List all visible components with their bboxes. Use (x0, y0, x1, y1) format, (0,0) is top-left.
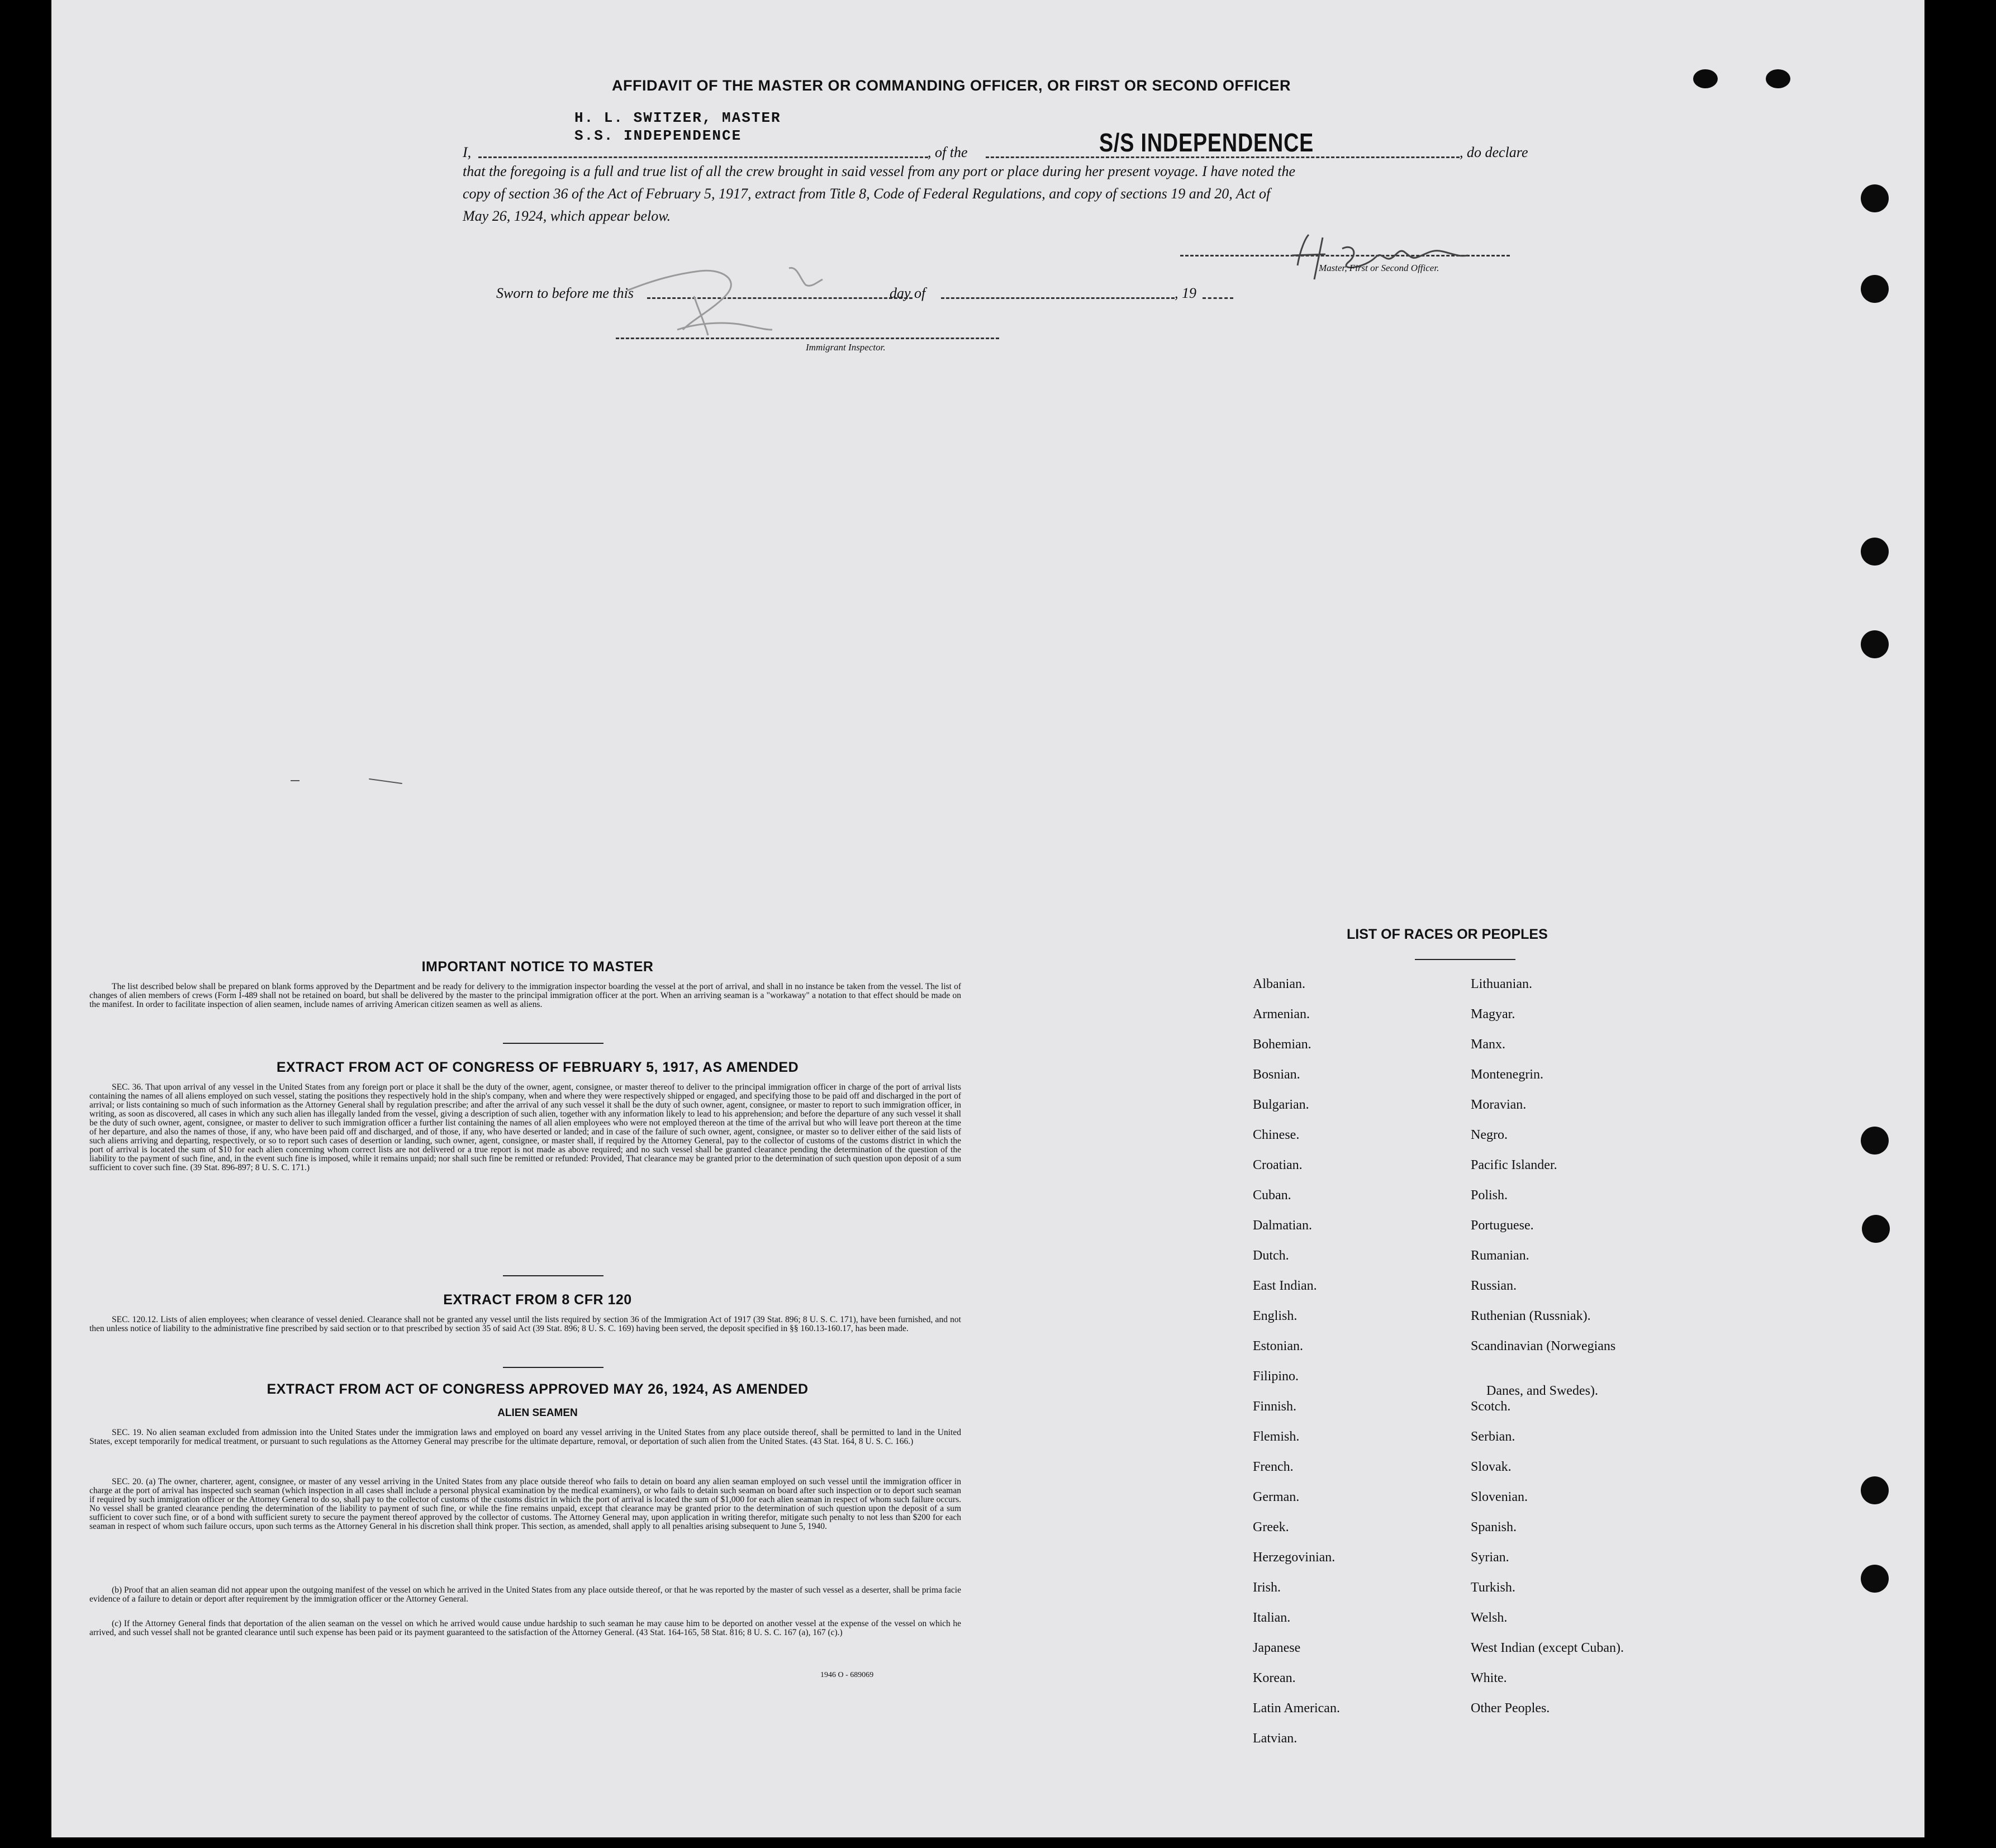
race-item: Herzegovinian. (1253, 1550, 1336, 1565)
race-item: Bulgarian. (1253, 1098, 1309, 1112)
sworn-label: Sworn to before me this (496, 285, 634, 301)
punch-hole (1861, 1127, 1889, 1155)
race-item: French. (1253, 1460, 1294, 1474)
sworn-year-line (1203, 297, 1233, 299)
name-line (478, 156, 928, 158)
extract-1917-text: SEC. 36. That upon arrival of any vessel in the United States from any foreign port or place it shall be the duty of the owner, agent, consignee, or master thereof to deliver to the principal immigration officer in charge of the port of arrival lists containing the names of all aliens employed on such vessel, stating the positions they respectively hold in the ship's company, when and where they were respectively shipped or engaged, and specifying those to be paid off and discharged in the port of arrival; or lists containing so much of such information as the Attorney General shall by regulation prescribe; and after the arrival of any such vessel it shall be the duty of such owner, agent, consignee, or master to report to such immigration officer, in writing, as soon as discovered, all cases in which any such alien has illegally landed from the vessel, giving a description of such alien, together with any information likely to lead to his apprehension; and before the departure of any such vessel it shall be the duty of such owner, agent, consignee, or master to deliver to such immigration officer a further list containing the names of all alien employees who were not employed thereon at the time of the arrival but who will leave port thereon at the time of her departure, and also the names of those, if any, who have been paid off and discharged, and of those, if any, who have deserted or landed; and in case of the failure of such owner, agent, consignee, or master so to deliver either of the said lists of such aliens arriving and departing, respectively, or so to report such cases of desertion or landing, such owner, agent, consignee, or master shall, if required by the Attorney General, pay to the collector of customs of the customs district in which the port of arrival is located the sum of $10 for each alien concerning whom correct lists are not delivered or a true report is not made as above required; and no such vessel shall be granted clearance pending the determination of the question of the liability to the payment of such fine, and, in the event such fine is imposed, while it remains unpaid; nor shall such fine be remitted or refunded: Provided, That clearance may be granted prior to the determination of such question upon deposit of a sum sufficient to cover such fine. (39 Stat. 896-897; 8 U. S. C. 171.) (89, 1082, 961, 1172)
sec-20c-text: (c) If the Attorney General finds that deportation of the alien seaman on the vessel on which he arrived would cause undue hardship to such seaman he may cause him to be deported on another vessel at the expense of the vessel on which he arrived, and such vessel shall not be granted clearance until such expense has been paid or its payment guaranteed to the satisfaction of the Attorney General. (43 Stat. 164-165, 58 Stat. 816; 8 U. S. C. 167 (a), 167 (c).) (89, 1619, 961, 1637)
inspector-signature (610, 246, 845, 346)
race-item: Turkish. (1471, 1580, 1515, 1595)
do-declare-label: , do declare (1460, 144, 1528, 160)
race-item: West Indian (except Cuban). (1471, 1641, 1624, 1655)
notice-title: IMPORTANT NOTICE TO MASTER (421, 959, 654, 975)
punch-hole (1861, 630, 1889, 658)
of-the-label: , of the (928, 144, 968, 160)
race-item: Serbian. (1471, 1429, 1515, 1444)
printer-code: 1946 O - 689069 (820, 1671, 874, 1679)
punch-hole (1861, 184, 1889, 212)
race-item: Filipino. (1253, 1369, 1299, 1384)
inspector-line (616, 338, 999, 339)
race-item: Moravian. (1471, 1098, 1527, 1112)
alien-seamen-subtitle: ALIEN SEAMEN (497, 1407, 578, 1419)
day-of-label: day of (890, 285, 926, 301)
race-item: Rumanian. (1471, 1248, 1529, 1263)
race-item: Japanese (1253, 1641, 1301, 1655)
cfr-text: SEC. 120.12. Lists of alien employees; when clearance of vessel denied. Clearance shall not be granted any vessel until the lists required by section 36 of the Immigration Act of 1917 (39 Stat. 896; 8 U. S. C. 171), have been furnished, and not then unless notice of liability to the administrative fine prescribed by said section or to that prescribed by section 35 of said Act (39 Stat. 896; 8 U. S. C. 169) having been served, the deposit specified in §§ 160.13-160.17, has been made. (89, 1315, 961, 1333)
race-item: Slovenian. (1471, 1490, 1528, 1504)
notice-text: The list described below shall be prepared on blank forms approved by the Department and be ready for delivery to the immigration inspector boarding the vessel at the port of arrival, and shall in no instance be taken from the vessel. The list of changes of alien members of crews (Form I-489 shall not be retained on board, but shall be delivered by the master to the principal immigration officer at the port. When an arriving seaman is a "workaway" a notation to that effect should be made on the manifest. In order to facilitate inspection of alien seamen, include names of arriving American citizen seamen as well as aliens. (89, 982, 961, 1009)
race-item: Latin American. (1253, 1701, 1340, 1716)
race-item: Albanian. (1253, 977, 1305, 991)
race-item: Bosnian. (1253, 1067, 1300, 1082)
divider (503, 1275, 603, 1276)
race-item: Dalmatian. (1253, 1218, 1312, 1233)
race-item: Flemish. (1253, 1429, 1300, 1444)
punch-hole-top (1766, 69, 1790, 88)
stray-mark (369, 778, 402, 784)
affidavit-text-line-2: copy of section 36 of the Act of February 5, 1917, extract from Title 8, Code of Federal Regulations, and copy of sections 19 and 20, Act of (463, 186, 1271, 202)
race-item: Korean. (1253, 1671, 1296, 1685)
race-item: Welsh. (1471, 1611, 1508, 1625)
document-page (51, 0, 1924, 1837)
race-item: Montenegrin. (1471, 1067, 1543, 1082)
race-item: Portuguese. (1471, 1218, 1534, 1233)
race-item: Italian. (1253, 1611, 1291, 1625)
typed-master-name: H. L. SWITZER, MASTER (574, 110, 781, 126)
race-item: Scotch. (1471, 1399, 1511, 1414)
race-item: English. (1253, 1309, 1298, 1323)
affidavit-heading: AFFIDAVIT OF THE MASTER OR COMMANDING OFFICER, OR FIRST OR SECOND OFFICER (612, 77, 1291, 94)
sworn-month-line (941, 297, 1175, 299)
divider (503, 1043, 603, 1044)
extract-1924-title: EXTRACT FROM ACT OF CONGRESS APPROVED MAY 26, 1924, AS AMENDED (267, 1381, 809, 1397)
signature-caption: Master, First or Second Officer. (1319, 263, 1439, 273)
inspector-caption: Immigrant Inspector. (806, 342, 886, 353)
race-item: Latvian. (1253, 1731, 1298, 1746)
race-item: Negro. (1471, 1128, 1508, 1142)
extract-1917-title: EXTRACT FROM ACT OF CONGRESS OF FEBRUARY 5, 1917, AS AMENDED (276, 1060, 799, 1075)
race-item: Other Peoples. (1471, 1701, 1550, 1716)
race-item: Lithuanian. (1471, 977, 1532, 991)
punch-hole-top (1693, 69, 1718, 88)
race-item: Syrian. (1471, 1550, 1509, 1565)
punch-hole (1861, 1476, 1889, 1504)
declare-i: I, (463, 144, 472, 160)
punch-hole (1861, 275, 1889, 303)
race-item: Danes, and Swedes). (1486, 1384, 1598, 1398)
race-item: Greek. (1253, 1520, 1289, 1535)
year-prefix: , 19 (1175, 285, 1196, 301)
race-item: Magyar. (1471, 1007, 1515, 1022)
master-signature (1275, 226, 1476, 288)
race-item: Chinese. (1253, 1128, 1300, 1142)
divider (1415, 959, 1515, 960)
race-item: Irish. (1253, 1580, 1281, 1595)
race-item: Russian. (1471, 1279, 1517, 1293)
typed-vessel-name: S.S. INDEPENDENCE (574, 127, 742, 144)
race-item: Croatian. (1253, 1158, 1303, 1172)
affidavit-text-line-1: that the foregoing is a full and true list of all the crew brought in said vessel from any port or place during her present voyage. I have noted the (463, 163, 1295, 179)
sec-20a-text: SEC. 20. (a) The owner, charterer, agent, consignee, or master of any vessel arriving in the United States from any place outside thereof who fails to detain on board any alien seaman employed on such vessel until the immigration officer in charge at the port of arrival has inspected such seaman (which inspection in all cases shall include a personal physical examination by the medical examiners), or who fails to detain such seaman on board after such inspection or to deport such seaman if required by such immigration officer or the Attorney General to do so, shall pay to the collector of customs of the customs district in which the port of arrival is located the sum of $1,000 for each alien seaman in respect of whom such failure occurs. No vessel shall be granted clearance pending the determination of the liability to payment of such fine, or while the fine remains unpaid, except that clearance may be granted prior to the determination of such question upon the deposit of a sum sufficient to cover such fine, or of a bond with sufficient surety to secure the payment thereof approved by the collector of customs. The Attorney General may, upon application in writing therefor, mitigate such penalty to not less than $200 for each seaman in respect of whom such failure occurs, upon such terms as the Attorney General in his discretion shall think proper. This section, as amended, shall apply to all penalties arising subsequent to June 5, 1940. (89, 1477, 961, 1531)
race-item: Pacific Islander. (1471, 1158, 1557, 1172)
stray-mark (291, 780, 300, 781)
sec-20b-text: (b) Proof that an alien seaman did not appear upon the outgoing manifest of the vessel on which he arrived in the United States from any place outside thereof, or that he was reported by the master of such vessel as a deserter, shall be prima facie evidence of a failure to detain or deport after requirement by the immigration officer or the Attorney General. (89, 1585, 961, 1604)
punch-hole (1861, 538, 1889, 566)
race-item: Scandinavian (Norwegians (1471, 1339, 1616, 1353)
vessel-stamp: S/S INDEPENDENCE (1099, 128, 1314, 157)
punch-hole (1862, 1215, 1890, 1243)
divider (503, 1367, 603, 1368)
race-item: White. (1471, 1671, 1507, 1685)
race-item: Cuban. (1253, 1188, 1291, 1203)
race-item: Ruthenian (Russniak). (1471, 1309, 1591, 1323)
race-item: Polish. (1471, 1188, 1508, 1203)
race-item: Bohemian. (1253, 1037, 1311, 1052)
race-item: Armenian. (1253, 1007, 1310, 1022)
race-item: German. (1253, 1490, 1300, 1504)
race-item: Estonian. (1253, 1339, 1303, 1353)
race-item: Spanish. (1471, 1520, 1517, 1535)
races-title: LIST OF RACES OR PEOPLES (1347, 927, 1548, 942)
cfr-title: EXTRACT FROM 8 CFR 120 (443, 1292, 632, 1308)
punch-hole (1861, 1565, 1889, 1593)
affidavit-text-line-3: May 26, 1924, which appear below. (463, 208, 671, 224)
sec-19-text: SEC. 19. No alien seaman excluded from admission into the United States under the immigration laws and employed on board any vessel arriving in the United States from any place outside thereof, shall be permitted to land in the United States, except temporarily for medical treatment, or pursuant to such regulations as the Attorney General may prescribe for the ultimate departure, removal, or deportation of such alien from the United States. (43 Stat. 164, 8 U. S. C. 166.) (89, 1428, 961, 1446)
race-item: Finnish. (1253, 1399, 1297, 1414)
race-item: East Indian. (1253, 1279, 1317, 1293)
race-item: Slovak. (1471, 1460, 1512, 1474)
race-item: Manx. (1471, 1037, 1505, 1052)
race-item: Dutch. (1253, 1248, 1289, 1263)
